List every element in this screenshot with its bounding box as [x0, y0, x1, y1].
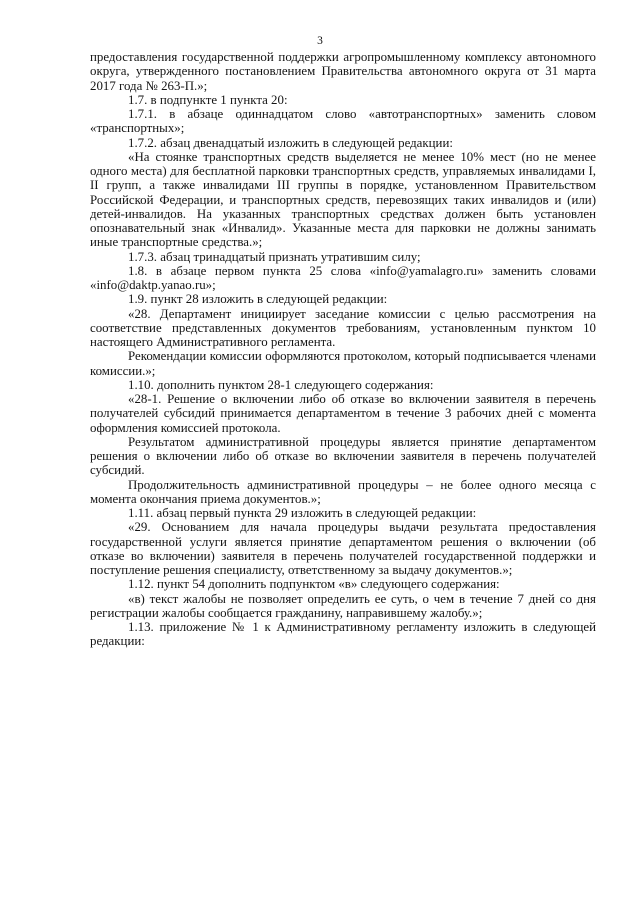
- paragraph: «29. Основанием для начала процедуры выдачи результата предоставления государственной услуги является принятие департаментом решения о включении (об отказе во включении) заявителя в перечень получателей государственной поддержки и поступление решения специалисту, ответственному за выдачу документов.»;: [90, 520, 596, 577]
- paragraph: 1.12. пункт 54 дополнить подпунктом «в» следующего содержания:: [128, 577, 500, 592]
- paragraph: 1.7.1. в абзаце одиннадцатом слово «автотранспортных» заменить словом «транспортных»;: [90, 107, 596, 136]
- paragraph: 1.13. приложение № 1 к Административному регламенту изложить в следующей редакции:: [90, 620, 596, 649]
- paragraph: «в) текст жалобы не позволяет определить ее суть, о чем в течение 7 дней со дня регистрации жалобы сообщается гражданину, направившему жалобу.»;: [90, 591, 596, 620]
- paragraph: «На стоянке транспортных средств выделяется не менее 10% мест (но не менее одного места) для бесплатной парковки транспортных средств, управляемых инвалидами I, II групп, а также инвалидами III группы в порядке, установленном Правительством Российской Федерации, и транспортных средств, перевозящих таких инвалидов и (или) детей-инвалидов. На указанных транспортных средствах должен быть установлен опознавательный знак «Инвалид». Указанные места для парковки не должны занимать иные транспортные средства.»;: [90, 149, 596, 250]
- document-body: [90, 50, 596, 649]
- paragraph: 1.8. в абзаце первом пункта 25 слова «info@yamalagro.ru» заменить словами «info@daktp.yanao.ru»;: [90, 263, 596, 292]
- paragraph: 1.9. пункт 28 изложить в следующей редакции:: [128, 292, 388, 307]
- paragraph: «28-1. Решение о включении либо об отказе во включении заявителя в перечень получателей субсидий принимается департаментом в течение 3 рабочих дней с момента оформления комиссией протокола.: [90, 392, 596, 435]
- paragraph: 1.11. абзац первый пункта 29 изложить в следующей редакции:: [128, 506, 477, 520]
- paragraph: 1.7. в подпункте 1 пункта 20:: [128, 92, 288, 107]
- paragraph: 1.10. дополнить пунктом 28-1 следующего содержания:: [128, 377, 434, 392]
- paragraph: Результатом административной процедуры является принятие департаментом решения о включении либо об отказе во включении заявителя в перечень получателей субсидий.: [90, 434, 596, 478]
- paragraph: 1.7.3. абзац тринадцатый признать утратившим силу;: [128, 249, 421, 264]
- paragraph: 1.7.2. абзац двенадцатый изложить в следующей редакции:: [128, 135, 453, 150]
- paragraph: Рекомендации комиссии оформляются протоколом, который подписывается членами комиссии.»;: [90, 349, 596, 378]
- paragraph: «28. Департамент инициирует заседание комиссии с целью рассмотрения на соответствие представленных документов требованиям, установленным пунктом 10 настоящего Административного регламента.: [90, 306, 596, 349]
- paragraph: предоставления государственной поддержки агропромышленному комплексу автономного округа, утвержденного постановлением Правительства автономного округа от 31 марта 2017 года № 263-П.»;: [90, 50, 596, 93]
- page-number: 3: [317, 35, 323, 47]
- paragraph: Продолжительность административной процедуры – не более одного месяца с момента окончания приема документов.»;: [90, 477, 596, 506]
